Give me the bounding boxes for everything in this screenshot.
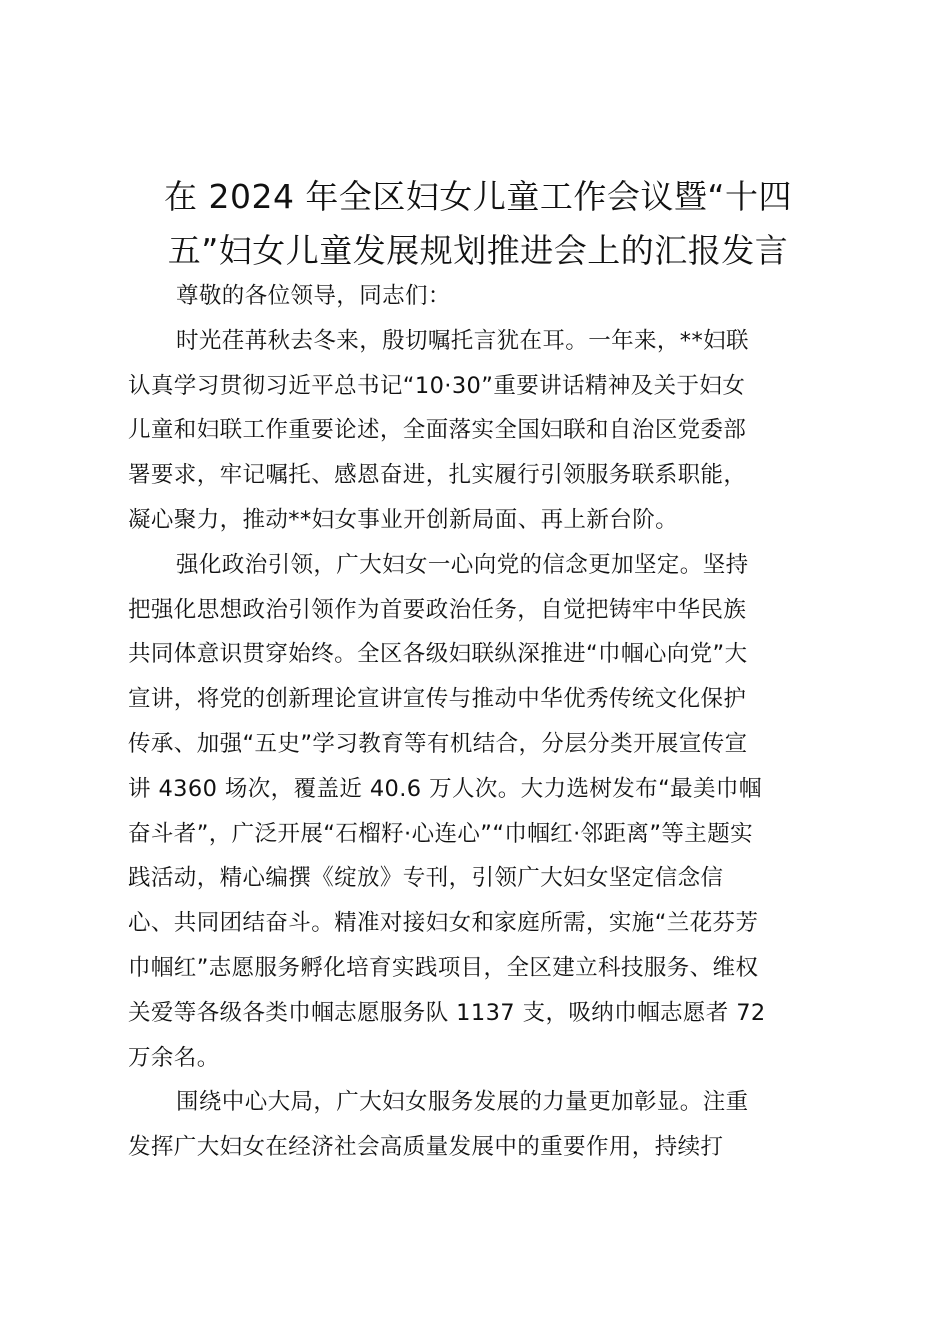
text-line: 发挥广大妇女在经济社会高质量发展中的重要作用，持续打 (128, 1134, 724, 1161)
text-line: 讲 4360 场次，覆盖近 40.6 万人次。大力选树发布“最美巾帼 (128, 775, 762, 802)
development-paragraph (128, 1080, 828, 1170)
document-body (128, 274, 828, 1170)
title-line: 五”妇女儿童发展规划推进会上的汇报发言 (167, 231, 789, 270)
title-line: 在 2024 年全区妇女儿童工作会议暨“十四 (163, 177, 793, 216)
text-line: 尊敬的各位领导，同志们： (176, 283, 451, 309)
text-line: 宣讲，将党的创新理论宣讲宣传与推动中华优秀传统文化保护 (128, 686, 747, 713)
text-line: 围绕中心大局，广大妇女服务发展的力量更加彰显。注重 (176, 1089, 749, 1116)
text-line: 万余名。 (128, 1044, 220, 1071)
text-line: 巾帼红”志愿服务孵化培育实践项目，全区建立科技服务、维权 (128, 954, 759, 981)
text-line: 把强化思想政治引领作为首要政治任务，自觉把铸牢中华民族 (128, 596, 747, 623)
text-line: 关爱等各级各类巾帼志愿服务队 1137 支，吸纳巾帼志愿者 72 (128, 999, 766, 1026)
text-line: 认真学习贯彻习近平总书记“10·30”重要讲话精神及关于妇女 (128, 372, 746, 399)
document-title (128, 170, 828, 278)
text-line: 署要求，牢记嘱托、感恩奋进，扎实履行引领服务联系职能， (128, 462, 747, 489)
text-line: 共同体意识贯穿始终。全区各级妇联纵深推进“巾帼心向党”大 (128, 641, 748, 668)
text-line: 时光荏苒秋去冬来，殷切嘱托言犹在耳。一年来，**妇联 (176, 327, 749, 354)
text-line: 践活动，精心编撰《绽放》专刊，引领广大妇女坚定信念信 (128, 865, 724, 892)
text-line: 强化政治引领，广大妇女一心向党的信念更加坚定。坚持 (176, 551, 749, 578)
salutation-paragraph (128, 274, 828, 319)
political-guidance-paragraph (128, 543, 828, 1081)
text-line: 儿童和妇联工作重要论述，全面落实全国妇联和自治区党委部 (128, 417, 747, 444)
text-line: 奋斗者”，广泛开展“石榴籽·心连心”“巾帼红·邻距离”等主题实 (128, 820, 753, 847)
text-line: 心、共同团结奋斗。精准对接妇女和家庭所需，实施“兰花芬芳 (128, 910, 759, 937)
text-line: 凝心聚力，推动**妇女事业开创新局面、再上新台阶。 (128, 506, 679, 533)
intro-paragraph (128, 319, 828, 543)
text-line: 传承、加强“五史”学习教育等有机结合，分层分类开展宣传宣 (128, 730, 748, 757)
